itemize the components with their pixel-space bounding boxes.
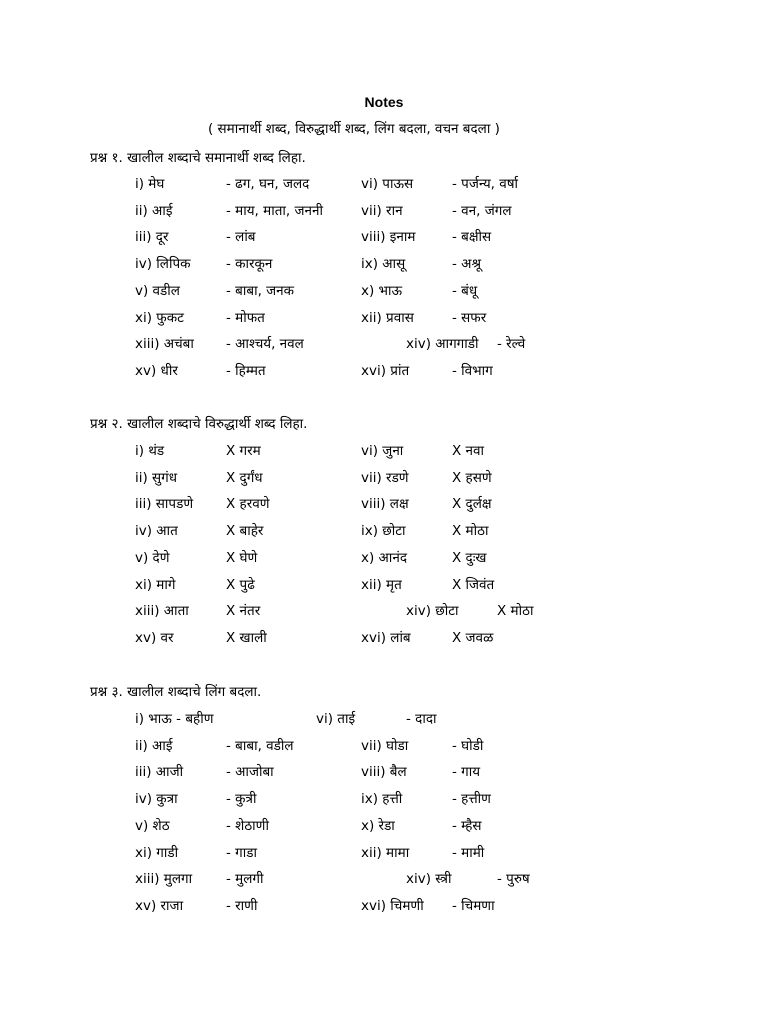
word-answer: - मोफत: [226, 309, 265, 326]
word-row: [0, 201, 768, 223]
word-term: xi) फुकट: [135, 309, 184, 326]
word-term: xi) मागे: [135, 576, 176, 593]
word-answer: X पुढे: [226, 576, 255, 593]
word-term: iii) आजी: [135, 764, 184, 781]
word-answer: - राणी: [226, 897, 258, 914]
word-term: xii) प्रवास: [361, 309, 414, 326]
word-answer: - माय, माता, जननी: [226, 202, 323, 219]
word-row: [0, 601, 768, 623]
word-term: vii) घोडा: [361, 737, 409, 754]
word-term: x) भाऊ: [361, 282, 403, 299]
word-row: [0, 575, 768, 597]
word-row: [0, 227, 768, 249]
word-answer: X जवळ: [452, 629, 494, 646]
word-answer: - गाडा: [226, 844, 257, 861]
word-answer: X घेणे: [226, 549, 258, 566]
word-answer: X मोठा: [497, 603, 534, 620]
word-term: ix) छोटा: [361, 523, 406, 540]
word-answer: X नंतर: [226, 603, 261, 620]
word-answer: - शेठाणी: [226, 817, 269, 834]
word-term: ix) आसू: [361, 256, 406, 273]
word-term: xvi) चिमणी: [361, 897, 424, 914]
word-answer: X हरवणे: [226, 496, 270, 513]
word-term: xii) मामा: [361, 844, 410, 861]
word-term: ii) आई: [135, 737, 173, 754]
word-term: xiv) स्त्री: [406, 871, 452, 888]
word-term: v) वडील: [135, 282, 180, 299]
word-term: xvi) प्रांत: [361, 362, 410, 379]
word-answer: - मामी: [452, 844, 485, 861]
word-term: xii) मृत: [361, 576, 402, 593]
word-row: [0, 869, 768, 891]
word-answer: - हत्तीण: [452, 791, 491, 808]
word-answer: - बंधू: [452, 282, 478, 299]
word-answer: - मुलगी: [226, 871, 264, 888]
word-row: [0, 468, 768, 490]
word-term: iii) दूर: [135, 229, 169, 246]
word-row: [0, 736, 768, 758]
word-term: iv) लिपिक: [135, 256, 191, 273]
word-term: viii) लक्ष: [361, 496, 409, 513]
word-term: vi) जुना: [361, 443, 404, 459]
word-term: iv) आत: [135, 523, 178, 540]
word-row: [0, 441, 768, 463]
word-answer: X बाहेर: [226, 523, 264, 540]
word-term: xiv) आगगाडी: [406, 336, 479, 353]
word-term: vi) ताई: [316, 711, 356, 727]
word-row: [0, 308, 768, 330]
word-term: i) भाऊ - बहीण: [135, 711, 214, 727]
word-answer: - गाय: [452, 764, 481, 781]
word-term: x) रेडा: [361, 817, 395, 834]
word-row: [0, 174, 768, 196]
word-answer: - विभाग: [452, 362, 493, 379]
section-heading: प्रश्न २. खालील शब्दाचे विरुद्धार्थी शब्द लिहा.: [90, 416, 308, 432]
word-answer: X नवा: [452, 443, 485, 459]
word-row: [0, 281, 768, 303]
word-term: ix) हत्ती: [361, 791, 403, 808]
word-term: xiii) अचंबा: [135, 336, 194, 353]
word-row: [0, 843, 768, 865]
word-row: [0, 762, 768, 784]
word-term: viii) बैल: [361, 764, 407, 781]
word-answer: - बाबा, जनक: [226, 282, 295, 299]
word-row: [0, 521, 768, 543]
word-answer: X गरम: [226, 443, 261, 459]
word-answer: - म्हैस: [452, 817, 482, 834]
word-term: xiii) आता: [135, 603, 189, 620]
word-term: xv) धीर: [135, 362, 178, 379]
page-subtitle: ( समानार्थी शब्द, विरुद्धार्थी शब्द, लिंग बदला, वचन बदला ): [208, 121, 500, 137]
section-heading: प्रश्न १. खालील शब्दाचे समानार्थी शब्द लिहा.: [90, 150, 306, 166]
word-term: iv) कुत्रा: [135, 791, 178, 808]
word-term: xiii) मुलगा: [135, 871, 193, 888]
word-answer: - ढग, घन, जलद: [226, 176, 310, 192]
word-answer: - हिम्मत: [226, 362, 266, 379]
word-row: [0, 628, 768, 650]
word-row: [0, 361, 768, 383]
word-answer: X दुःख: [452, 549, 487, 566]
word-answer: - आजोबा: [226, 764, 274, 781]
word-term: xi) गाडी: [135, 844, 179, 861]
word-answer: - रेल्वे: [497, 336, 526, 353]
word-term: i) थंड: [135, 443, 165, 459]
word-answer: X मोठा: [452, 523, 489, 540]
word-answer: X खाली: [226, 629, 267, 646]
word-term: vi) पाऊस: [361, 176, 414, 192]
word-term: ii) सुगंध: [135, 469, 178, 486]
word-answer: - घोडी: [452, 737, 484, 754]
word-answer: - अश्रू: [452, 256, 482, 273]
word-row: [0, 548, 768, 570]
word-term: i) मेघ: [135, 176, 165, 192]
word-answer: - दादा: [406, 711, 437, 727]
word-row: [0, 334, 768, 356]
word-term: ii) आई: [135, 202, 173, 219]
word-answer: - कारकून: [226, 256, 273, 273]
word-answer: X दुर्लक्ष: [452, 496, 492, 513]
word-row: [0, 494, 768, 516]
word-answer: - चिमणा: [452, 897, 495, 914]
word-term: xv) राजा: [135, 897, 184, 914]
word-answer: X जिवंत: [452, 576, 495, 593]
word-term: v) देणे: [135, 549, 170, 566]
word-answer: - लांब: [226, 229, 256, 246]
word-answer: - पुरुष: [497, 871, 530, 888]
word-row: [0, 254, 768, 276]
word-term: vii) रडणे: [361, 469, 409, 486]
word-answer: - वन, जंगल: [452, 202, 512, 219]
word-term: x) आनंद: [361, 549, 408, 566]
word-row: [0, 709, 768, 731]
word-term: vii) रान: [361, 202, 403, 219]
word-answer: X हसणे: [452, 469, 492, 486]
page-title: Notes: [364, 94, 404, 110]
word-answer: - बाबा, वडील: [226, 737, 294, 754]
word-row: [0, 896, 768, 918]
word-term: viii) इनाम: [361, 229, 416, 246]
word-answer: - कुत्री: [226, 791, 257, 808]
word-term: xiv) छोटा: [406, 603, 459, 620]
word-answer: X दुर्गंध: [226, 469, 263, 486]
word-term: iii) सापडणे: [135, 496, 194, 513]
word-term: v) शेठ: [135, 817, 170, 834]
word-term: xv) वर: [135, 629, 174, 646]
section-heading: प्रश्न ३. खालील शब्दाचे लिंग बदला.: [90, 684, 262, 700]
word-answer: - बक्षीस: [452, 229, 492, 246]
word-row: [0, 816, 768, 838]
word-term: xvi) लांब: [361, 629, 411, 646]
word-answer: - सफर: [452, 309, 487, 326]
word-row: [0, 789, 768, 811]
word-answer: - आश्चर्य, नवल: [226, 336, 304, 353]
word-answer: - पर्जन्य, वर्षा: [452, 176, 519, 192]
